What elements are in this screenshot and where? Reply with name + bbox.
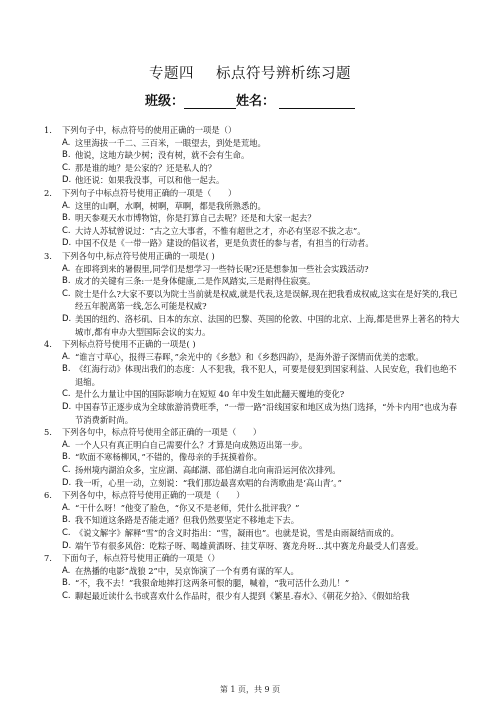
option-text: 明天参观天水市博物馆，你是打算自己去呢？还是和大家一起去？: [75, 213, 316, 224]
answer-option[interactable]: [36, 451, 460, 464]
question-item: [36, 187, 460, 250]
option-text: 中国春节正逐步成为全球旅游消费旺季，“一带一路”沿线国家和地区成为热门选择，“外卡内用”也成为春节消费新时尚。: [75, 402, 458, 425]
option-label: A.: [62, 565, 71, 576]
question-stem: [36, 489, 460, 502]
answer-option[interactable]: [36, 162, 460, 175]
question-text: 下列各句中，标点符号使用正确的一项是（ ）: [62, 490, 245, 501]
option-text: “吹面不寒杨柳风，”不错的，像母亲的手抚摸着你。: [75, 452, 262, 463]
option-text: 院士是什么?大家不要以为院士当前就是权威,就是代表,这是误解,现在把我看成权威,这实在是好笑的,我已经五年脱离第一线,怎么可能是权威?: [75, 288, 458, 312]
option-text: 《说文解字》解释“雪”的含义时指出：“雪，凝雨也”。也就是说，雪是由雨凝结而成的。: [75, 528, 399, 538]
option-text: 他说，这地方缺少树；没有树，就不会有生命。: [75, 150, 250, 161]
option-label: A.: [62, 263, 71, 274]
option-label: A.: [62, 137, 71, 148]
answer-option[interactable]: [36, 212, 460, 225]
question-stem: [36, 426, 460, 439]
title-text: 标点符号辨析练习题: [216, 66, 351, 82]
option-label: C.: [62, 288, 71, 299]
option-label: C.: [62, 162, 71, 173]
answer-option[interactable]: [36, 540, 460, 553]
question-text: 下列句子中，标点符号的使用正确的一项是（）: [62, 125, 237, 135]
option-text: 大诗人苏轼曾说过：“古之立大事者，不惟有超世之才，亦必有坚忍不拔之志”。: [75, 225, 366, 236]
option-label: D.: [62, 402, 72, 413]
option-text: 《红海行动》体现出我们的态度：人不犯我，我不犯人，可要是侵犯到国家利益、人民安危，我们也绝不退缩。: [75, 364, 457, 387]
option-text: 是什么力量让中国的国际影响力在短短 40 年中发生如此翻天覆地的变化?: [75, 389, 345, 400]
question-stem: [36, 552, 460, 565]
option-label: D.: [62, 238, 72, 249]
option-label: A.: [62, 351, 71, 362]
option-text: 我一听，心里一动，立刻说：“我们那边最喜欢唱的台湾歌曲是‘高山青’。”: [75, 477, 342, 488]
answer-option[interactable]: [36, 464, 460, 477]
question-text: 下列各句中,标点符号使用正确的一项是( ): [62, 250, 215, 261]
option-text: 中国不仅是《一带一路》建设的倡议者，更是负责任的参与者，有担当的行动者。: [75, 238, 374, 249]
option-label: B.: [62, 364, 71, 375]
option-label: C.: [62, 465, 71, 476]
option-text: 这里的山啊，水啊，树啊，草啊，都是我所熟悉的。: [75, 200, 266, 211]
option-label: C.: [62, 225, 71, 236]
topic-label: 专题四: [149, 66, 194, 82]
answer-option[interactable]: [36, 565, 460, 578]
option-label: A.: [62, 502, 71, 513]
answer-option[interactable]: [36, 590, 460, 603]
answer-option[interactable]: [36, 288, 460, 313]
option-text: 一个人只有真正明白自己需要什么？才算是向成熟迈出第一步。: [75, 439, 308, 450]
option-label: B.: [62, 213, 71, 224]
answer-option[interactable]: [36, 149, 460, 162]
option-label: C.: [62, 590, 71, 601]
answer-option[interactable]: [36, 263, 460, 276]
answer-option[interactable]: [36, 401, 460, 426]
question-number: 6.: [44, 490, 52, 501]
question-item: [36, 338, 460, 426]
option-text: “干什么呀！”他变了脸色，“你又不是老师，凭什么批评我？”: [75, 502, 300, 513]
question-number: 4.: [44, 339, 52, 350]
answer-option[interactable]: [36, 577, 460, 590]
question-stem: [36, 338, 460, 351]
answer-option[interactable]: [36, 477, 460, 490]
option-text: 他还说：如果我没事，可以和他一起去。: [75, 175, 225, 186]
question-item: [36, 426, 460, 489]
option-text: “谁言寸草心，报得三春晖，”余光中的《乡愁》和《乡愁四韵》，是海外游子深情而优美的恋歌。: [75, 351, 424, 362]
option-text: 成才的关键有三条:一是身体健康,二是作风踏实,三是耐得住寂寞。: [75, 276, 316, 287]
answer-option[interactable]: [36, 200, 460, 213]
question-stem: [36, 250, 460, 263]
class-blank[interactable]: [184, 96, 236, 109]
option-text: 我不知道这条路是否能走通？但我仍然要坚定不移地走下去。: [75, 515, 300, 526]
option-label: C.: [62, 528, 71, 538]
answer-option[interactable]: [36, 388, 460, 401]
name-blank[interactable]: [279, 96, 355, 109]
option-label: B.: [62, 150, 71, 161]
answer-option[interactable]: [36, 439, 460, 452]
option-label: B.: [62, 452, 71, 463]
answer-option[interactable]: [36, 527, 460, 540]
option-text: “不，我不去！”我狠命地摔打这两条可恨的腿，喊着，“我可活什么劲儿！”: [75, 578, 350, 589]
question-stem: [36, 187, 460, 200]
class-label: 班级：: [144, 94, 184, 109]
option-label: B.: [62, 515, 71, 526]
option-text: 端午节有很多风俗：吃粽子呀、喝雄黄酒呀、挂艾草呀、赛龙舟呀…其中赛龙舟最受人们喜爱。: [75, 540, 424, 551]
option-text: 美国的纽约、洛杉矶、日本的东京、法国的巴黎、英国的伦敦、中国的北京、上海,都是世界上著名的特大城市,都有申办大型国际会议的实力。: [75, 313, 460, 337]
option-text: 扬州境内湖泊众多，宝应湖、高邮湖、邵伯湖自北向南沿运河依次排列。: [75, 465, 341, 476]
option-label: D.: [62, 313, 72, 324]
answer-option[interactable]: [36, 363, 460, 388]
question-number: 3.: [44, 250, 52, 261]
option-text: 在热播的电影“战狼 2”中，吴京饰演了一个有勇有谋的军人。: [75, 565, 299, 576]
question-number: 2.: [44, 187, 52, 198]
question-item: [36, 552, 460, 602]
option-label: B.: [62, 276, 71, 287]
answer-option[interactable]: [36, 174, 460, 187]
question-stem: [36, 124, 460, 137]
question-text: 下列标点符号使用不正确的一项是( ): [62, 339, 196, 350]
question-number: 5.: [44, 427, 52, 438]
option-text: 那是谁的地？是公家的？还是私人的？: [75, 162, 217, 173]
answer-option[interactable]: [36, 351, 460, 364]
answer-option[interactable]: [36, 237, 460, 250]
question-item: [36, 250, 460, 338]
answer-option[interactable]: [36, 313, 460, 338]
option-text: 聊起最近读什么书或喜欢什么作品时，很少有人提到《繁星.春水》、《朝花夕拾》、《假如给我: [75, 590, 410, 601]
answer-option[interactable]: [36, 275, 460, 288]
option-text: 这里海拔一千二、三百米，一眼望去，到处是荒地。: [75, 137, 266, 148]
option-text: 在即将到来的暑假里,同学们是想学习一些特长呢?还是想参加一些社会实践活动?: [75, 263, 369, 274]
page-title: [0, 62, 500, 83]
option-label: D.: [62, 540, 72, 551]
answer-option[interactable]: [36, 225, 460, 238]
answer-option[interactable]: [36, 502, 460, 515]
question-number: 1.: [44, 125, 52, 135]
name-label: 姓名：: [236, 94, 276, 109]
question-text: 下列各句中，标点符号使用全部正确的一项是（ ）: [62, 427, 262, 438]
option-label: A.: [62, 200, 71, 211]
option-label: D.: [62, 175, 72, 186]
question-number: 7.: [44, 553, 52, 564]
question-text: 下列句子中标点符号使用正确的一项是（ ）: [62, 187, 237, 198]
question-list: [36, 124, 460, 603]
page-footer: 第 1 页，共 9 页: [219, 685, 281, 694]
question-item: [36, 489, 460, 552]
name-class-line: [0, 90, 500, 109]
option-label: B.: [62, 578, 71, 589]
option-label: A.: [62, 439, 71, 450]
option-label: C.: [62, 389, 71, 400]
question-text: 下面句子，标点符号使用正确的一项是（）: [62, 553, 220, 564]
question-item: [36, 124, 460, 187]
answer-option[interactable]: [36, 137, 460, 150]
option-label: D.: [62, 477, 72, 488]
answer-option[interactable]: [36, 514, 460, 527]
